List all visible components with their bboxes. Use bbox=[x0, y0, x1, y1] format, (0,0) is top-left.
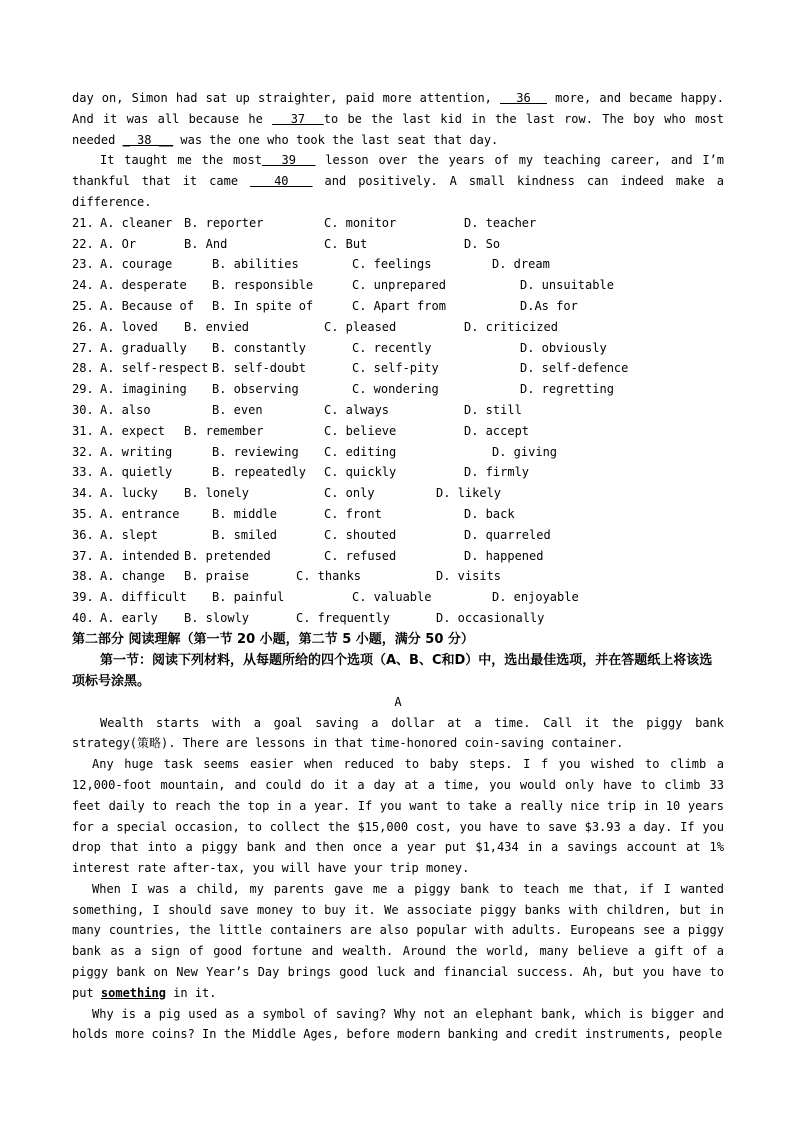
option-b: B. responsible bbox=[212, 278, 314, 293]
option-b: B. And bbox=[184, 236, 228, 251]
question-number: 37. bbox=[72, 548, 94, 563]
option-b: B. observing bbox=[212, 382, 299, 397]
option-c: C. feelings bbox=[352, 257, 432, 272]
option-c: C. refused bbox=[324, 548, 397, 563]
cloze-text: lesson over the years of my teaching career, and I’m thankful that it came bbox=[72, 153, 724, 189]
question-number: 39. bbox=[72, 590, 94, 605]
passage-label: A bbox=[394, 694, 402, 709]
option-d: D. criticized bbox=[464, 319, 558, 334]
option-c: C. believe bbox=[324, 423, 397, 438]
option-c: C. always bbox=[324, 402, 390, 417]
option-b: B. reporter bbox=[184, 215, 264, 230]
question-number: 32. bbox=[72, 444, 94, 459]
question-number: 29. bbox=[72, 382, 94, 397]
option-row bbox=[72, 213, 724, 234]
question-number: 36. bbox=[72, 527, 94, 542]
option-a: A. writing bbox=[100, 444, 173, 459]
cloze-text: more, and became happy. And it was all because he bbox=[72, 91, 724, 126]
option-b: B. smiled bbox=[212, 527, 278, 542]
option-d: D. quarreled bbox=[464, 527, 551, 542]
blank-37: 37 bbox=[272, 111, 324, 126]
option-a: A. Or bbox=[100, 236, 137, 251]
option-d: D. giving bbox=[492, 444, 558, 459]
option-a: A. courage bbox=[100, 257, 173, 272]
question-number: 22. bbox=[72, 236, 94, 251]
option-row bbox=[72, 546, 724, 567]
option-d: D. accept bbox=[464, 423, 530, 438]
option-a: A. Because of bbox=[100, 298, 194, 313]
option-b: B. abilities bbox=[212, 257, 299, 272]
section-heading: 第二部分 阅读理解（第一节 20 小题，第二节 5 小题，满分 50 分） bbox=[72, 631, 474, 647]
question-number: 33. bbox=[72, 465, 94, 480]
option-d: D. teacher bbox=[464, 215, 537, 230]
option-a: A. entrance bbox=[100, 506, 180, 521]
option-row bbox=[72, 275, 724, 296]
question-number: 38. bbox=[72, 569, 94, 584]
blank-40: 40 bbox=[250, 174, 313, 189]
option-c: C. monitor bbox=[324, 215, 397, 230]
option-a: A. lucky bbox=[100, 486, 158, 501]
option-c: C. valuable bbox=[352, 590, 432, 605]
option-b: B. remember bbox=[184, 423, 264, 438]
option-a: A. difficult bbox=[100, 590, 187, 605]
option-b: B. painful bbox=[212, 590, 285, 605]
option-row bbox=[72, 421, 724, 442]
option-d: D. self-defence bbox=[520, 361, 629, 376]
option-row bbox=[72, 296, 724, 317]
option-row bbox=[72, 608, 724, 629]
question-number: 28. bbox=[72, 361, 94, 376]
passage-paragraph: Wealth starts with a goal saving a dollar at a time. Call it the piggy bank strategy(策略). There are lessons in that time-honored coin-saving container. bbox=[72, 715, 724, 751]
blank-39: 39 bbox=[261, 153, 316, 168]
passage-text: When I was a child, my parents gave me a piggy bank to teach me that, if I wanted something, I should save money to buy it. We associate piggy banks with children, but in many countries, the little containers are also popular with adults. Europeans see a piggy bank as a sign of good fortune and wealth. Around the world, many believe a gift of a piggy bank on New Year’s Day brings good luck and financial success. Ah, but you have to put bbox=[72, 881, 724, 1000]
option-row bbox=[72, 504, 724, 525]
option-row bbox=[72, 566, 724, 587]
option-a: A. expect bbox=[100, 423, 166, 438]
passage-paragraph bbox=[72, 879, 724, 1004]
option-d: D. still bbox=[464, 402, 522, 417]
question-number: 27. bbox=[72, 340, 94, 355]
option-row bbox=[72, 379, 724, 400]
passage-paragraph: Any huge task seems easier when reduced to baby steps. I f you wished to climb a 12,000-foot mountain, and could do it a day at a time, you would only have to climb 33 feet daily to reach the top in a year. If you want to take a really nice trip in 10 years for a special occasion, to collect the $15,000 cost, you have to save $3.93 a day. If you drop that into a piggy bank and then once a year put $1,434 in a savings account at 1% interest rate after-tax, you will have your trip money. bbox=[72, 757, 724, 876]
option-c: C. thanks bbox=[296, 569, 362, 584]
option-d: D. regretting bbox=[520, 382, 614, 397]
option-row bbox=[72, 587, 724, 608]
option-row bbox=[72, 338, 724, 359]
option-row bbox=[72, 462, 724, 483]
option-c: C. But bbox=[324, 236, 368, 251]
option-d: D. obviously bbox=[520, 340, 607, 355]
cloze-text: day on, Simon had sat up straighter, paid more attention, bbox=[72, 91, 501, 105]
options-list bbox=[72, 213, 724, 629]
question-number: 26. bbox=[72, 319, 94, 334]
option-d: D. likely bbox=[436, 486, 502, 501]
option-row bbox=[72, 525, 724, 546]
blank-36: 36 bbox=[500, 91, 547, 105]
passage-paragraph: Why is a pig used as a symbol of saving? Why not an elephant bank, which is bigger and holds more coins? In the Middle Ages, before modern banking and credit instruments, people bbox=[72, 1006, 724, 1042]
option-a: A. imagining bbox=[100, 382, 187, 397]
option-b: B. constantly bbox=[212, 340, 306, 355]
option-b: B. lonely bbox=[184, 486, 250, 501]
option-c: C. wondering bbox=[352, 382, 439, 397]
option-c: C. Apart from bbox=[352, 298, 446, 313]
option-d: D.As for bbox=[520, 298, 578, 313]
option-c: C. shouted bbox=[324, 527, 397, 542]
cloze-paragraph-2 bbox=[72, 150, 724, 212]
option-row bbox=[72, 483, 724, 504]
option-a: A. gradually bbox=[100, 340, 187, 355]
option-a: A. slept bbox=[100, 527, 158, 542]
option-b: B. praise bbox=[184, 569, 250, 584]
option-d: D. enjoyable bbox=[492, 590, 579, 605]
option-c: C. pleased bbox=[324, 319, 397, 334]
option-c: C. frequently bbox=[296, 610, 390, 625]
cloze-text: to be the last kid in the last row. The boy who most needed bbox=[72, 111, 725, 147]
option-row bbox=[72, 442, 724, 463]
option-a: A. also bbox=[100, 402, 151, 417]
option-c: C. front bbox=[324, 506, 382, 521]
option-d: D. back bbox=[464, 506, 515, 521]
question-number: 21. bbox=[72, 215, 94, 230]
option-b: B. repeatedly bbox=[212, 465, 306, 480]
option-c: C. only bbox=[324, 486, 375, 501]
option-a: A. change bbox=[100, 569, 166, 584]
option-b: B. In spite of bbox=[212, 298, 314, 313]
section-instruction: 第一节：阅读下列材料，从每题所给的四个选项（A、B、C和D）中，选出最佳选项，并在答题纸上将该选项标号涂黑。 bbox=[72, 652, 713, 689]
blank-38: _ 38 __ bbox=[122, 132, 174, 147]
question-number: 25. bbox=[72, 298, 94, 313]
cloze-text: and positively. A small kindness can indeed make a difference. bbox=[72, 174, 724, 209]
option-a: A. early bbox=[100, 610, 158, 625]
question-number: 34. bbox=[72, 486, 94, 501]
option-b: B. pretended bbox=[184, 548, 271, 563]
option-d: D. unsuitable bbox=[520, 278, 614, 293]
question-number: 30. bbox=[72, 402, 94, 417]
cloze-text: was the one who took the last seat that day. bbox=[173, 132, 499, 147]
option-c: C. recently bbox=[352, 340, 432, 355]
option-row bbox=[72, 317, 724, 338]
option-d: D. happened bbox=[464, 548, 544, 563]
option-a: A. self-respect bbox=[100, 361, 209, 376]
option-row bbox=[72, 234, 724, 255]
question-number: 40. bbox=[72, 610, 94, 625]
option-a: A. loved bbox=[100, 319, 158, 334]
option-d: D. occasionally bbox=[436, 610, 545, 625]
option-c: C. quickly bbox=[324, 465, 397, 480]
emphasized-word: something bbox=[100, 985, 166, 1000]
question-number: 23. bbox=[72, 257, 94, 272]
option-row bbox=[72, 358, 724, 379]
option-a: A. intended bbox=[100, 548, 180, 563]
option-a: A. quietly bbox=[100, 465, 173, 480]
cloze-text: It taught me the most bbox=[100, 153, 262, 168]
option-b: B. middle bbox=[212, 506, 278, 521]
option-c: C. self-pity bbox=[352, 361, 439, 376]
option-c: C. unprepared bbox=[352, 278, 446, 293]
option-b: B. reviewing bbox=[212, 444, 299, 459]
passage-text: in it. bbox=[165, 985, 217, 1000]
option-b: B. envied bbox=[184, 319, 250, 334]
option-b: B. even bbox=[212, 402, 263, 417]
option-a: A. cleaner bbox=[100, 215, 173, 230]
option-b: B. self-doubt bbox=[212, 361, 306, 376]
option-row bbox=[72, 400, 724, 421]
option-d: D. firmly bbox=[464, 465, 530, 480]
exam-page bbox=[72, 88, 724, 1045]
option-d: D. So bbox=[464, 236, 501, 251]
option-d: D. visits bbox=[436, 569, 502, 584]
cloze-paragraph-1 bbox=[72, 88, 724, 150]
option-d: D. dream bbox=[492, 257, 550, 272]
option-row bbox=[72, 254, 724, 275]
option-b: B. slowly bbox=[184, 610, 250, 625]
option-a: A. desperate bbox=[100, 278, 187, 293]
question-number: 31. bbox=[72, 423, 94, 438]
question-number: 35. bbox=[72, 506, 94, 521]
question-number: 24. bbox=[72, 278, 94, 293]
option-c: C. editing bbox=[324, 444, 397, 459]
